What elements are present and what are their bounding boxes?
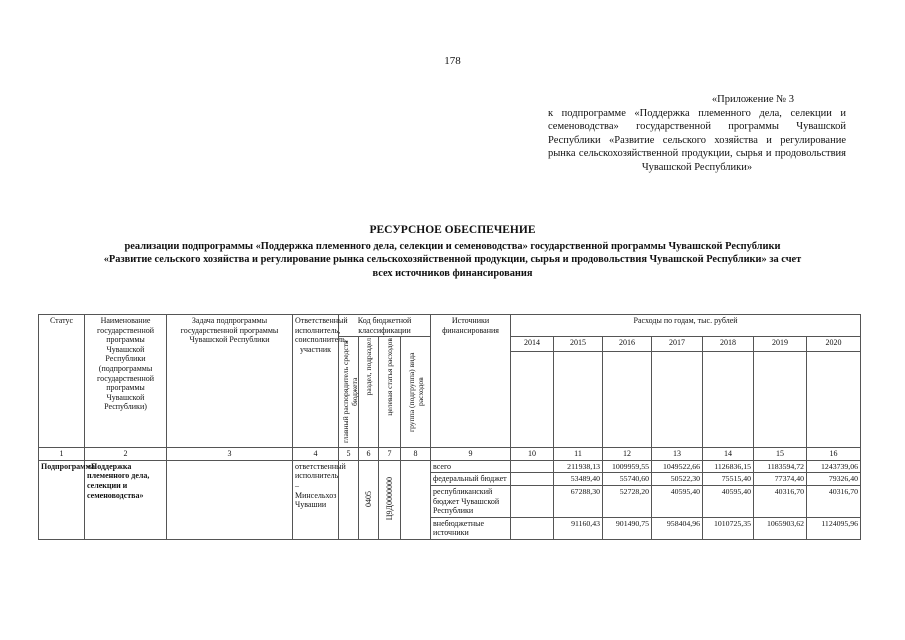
header-status: Статус [39,315,85,448]
value-cell: 1124095,96 [807,517,861,539]
header-year-2014: 2014 [511,337,554,352]
index-cell: 5 [339,448,359,461]
value-cell: 1243739,06 [807,460,861,473]
value-cell: 1183594,72 [754,460,807,473]
header-year-2020: 2020 [807,337,861,352]
value-cell: 50522,30 [652,473,703,486]
document-title [100,224,805,280]
value-cell [511,473,554,486]
resource-table [38,314,861,540]
index-cell: 15 [754,448,807,461]
header-sources: Источники финансирования [431,315,511,448]
value-cell: 901490,75 [603,517,652,539]
header-year-2017: 2017 [652,337,703,352]
value-cell: 77374,40 [754,473,807,486]
value-cell: 1009959,55 [603,460,652,473]
title-main: РЕСУРСНОЕ ОБЕСПЕЧЕНИЕ [369,224,536,236]
header-code-target: целевая статья расходов [379,337,401,448]
value-cell: 40316,70 [807,485,861,517]
header-year-2018: 2018 [703,337,754,352]
value-cell: 55740,60 [603,473,652,486]
value-cell: 40316,70 [754,485,807,517]
program-status: Подпрограмма [39,460,85,539]
value-cell [511,460,554,473]
source-cell: республиканский бюджет Чувашской Республики [431,485,511,517]
header-name: Наименование государственной программы Чувашской Республики (подпрограммы государственной программы Чувашской Республики) [85,315,167,448]
index-cell: 16 [807,448,861,461]
program-code-main-manager [339,460,359,539]
index-cell: 2 [85,448,167,461]
header-budget-code: Код бюджетной классификации [339,315,431,337]
index-cell: 7 [379,448,401,461]
header-task: Задача подпрограммы государственной программы Чувашской Республики [167,315,293,448]
value-cell: 52728,20 [603,485,652,517]
index-cell: 11 [554,448,603,461]
value-cell: 75515,40 [703,473,754,486]
value-cell: 958404,96 [652,517,703,539]
value-cell: 40595,40 [703,485,754,517]
value-cell [511,485,554,517]
value-cell: 67288,30 [554,485,603,517]
index-cell: 8 [401,448,431,461]
column-index-row [39,448,861,461]
value-cell [511,517,554,539]
program-task [167,460,293,539]
index-cell: 12 [603,448,652,461]
program-code-group [401,460,431,539]
value-cell: 40595,40 [652,485,703,517]
index-cell: 9 [431,448,511,461]
value-cell: 53489,40 [554,473,603,486]
program-code-target: Ц9Д0000000 [379,460,401,539]
index-cell: 6 [359,448,379,461]
header-responsible: Ответственный исполнитель, соисполнитель, участник [293,315,339,448]
header-code-main-manager: главный распорядитель средств бюджета [339,337,359,448]
appendix-block [548,93,846,175]
source-cell: всего [431,460,511,473]
program-name: «Поддержка племенного дела, селекции и семеноводства» [85,460,167,539]
value-cell: 1010725,35 [703,517,754,539]
header-row-1 [39,315,861,337]
source-cell: внебюджетные источники [431,517,511,539]
index-cell: 10 [511,448,554,461]
program-code-section: 0405 [359,460,379,539]
index-cell: 4 [293,448,339,461]
title-subtitle: реализации подпрограммы «Поддержка племенного дела, селекции и семеноводства» государственной программы Чувашской Республики «Развитие сельского хозяйства и регулирование рынка сельскохозяйственной продукции, сырья и продовольствия Чувашской Республики» за счет всех источников финансирования [103,241,802,279]
appendix-text: к подпрограмме «Поддержка племенного дела, селекции и семеноводства» государственной программы Чувашской Республики «Развитие сельского хозяйства и регулирование рынка сельскохозяйственной продукции, сырья и продовольствия Чувашской Республики» [548,107,846,173]
value-cell: 1065903,62 [754,517,807,539]
page-number: 178 [444,55,461,67]
value-cell: 211938,13 [554,460,603,473]
index-cell: 1 [39,448,85,461]
table-row [39,460,861,473]
program-responsible: ответственный исполнитель – Минсельхоз Чувашии [293,460,339,539]
index-cell: 13 [652,448,703,461]
header-code-section: раздел, подраздел [359,337,379,448]
value-cell: 1049522,66 [652,460,703,473]
appendix-heading: «Приложение № 3 [711,94,794,105]
header-expenses: Расходы по годам, тыс. рублей [511,315,861,337]
source-cell: федеральный бюджет [431,473,511,486]
index-cell: 3 [167,448,293,461]
value-cell: 91160,43 [554,517,603,539]
header-year-2015: 2015 [554,337,603,352]
header-code-group: группа (подгруппа) вида расходов [401,337,431,448]
value-cell: 79326,40 [807,473,861,486]
index-cell: 14 [703,448,754,461]
value-cell: 1126836,15 [703,460,754,473]
header-year-2016: 2016 [603,337,652,352]
header-year-2019: 2019 [754,337,807,352]
